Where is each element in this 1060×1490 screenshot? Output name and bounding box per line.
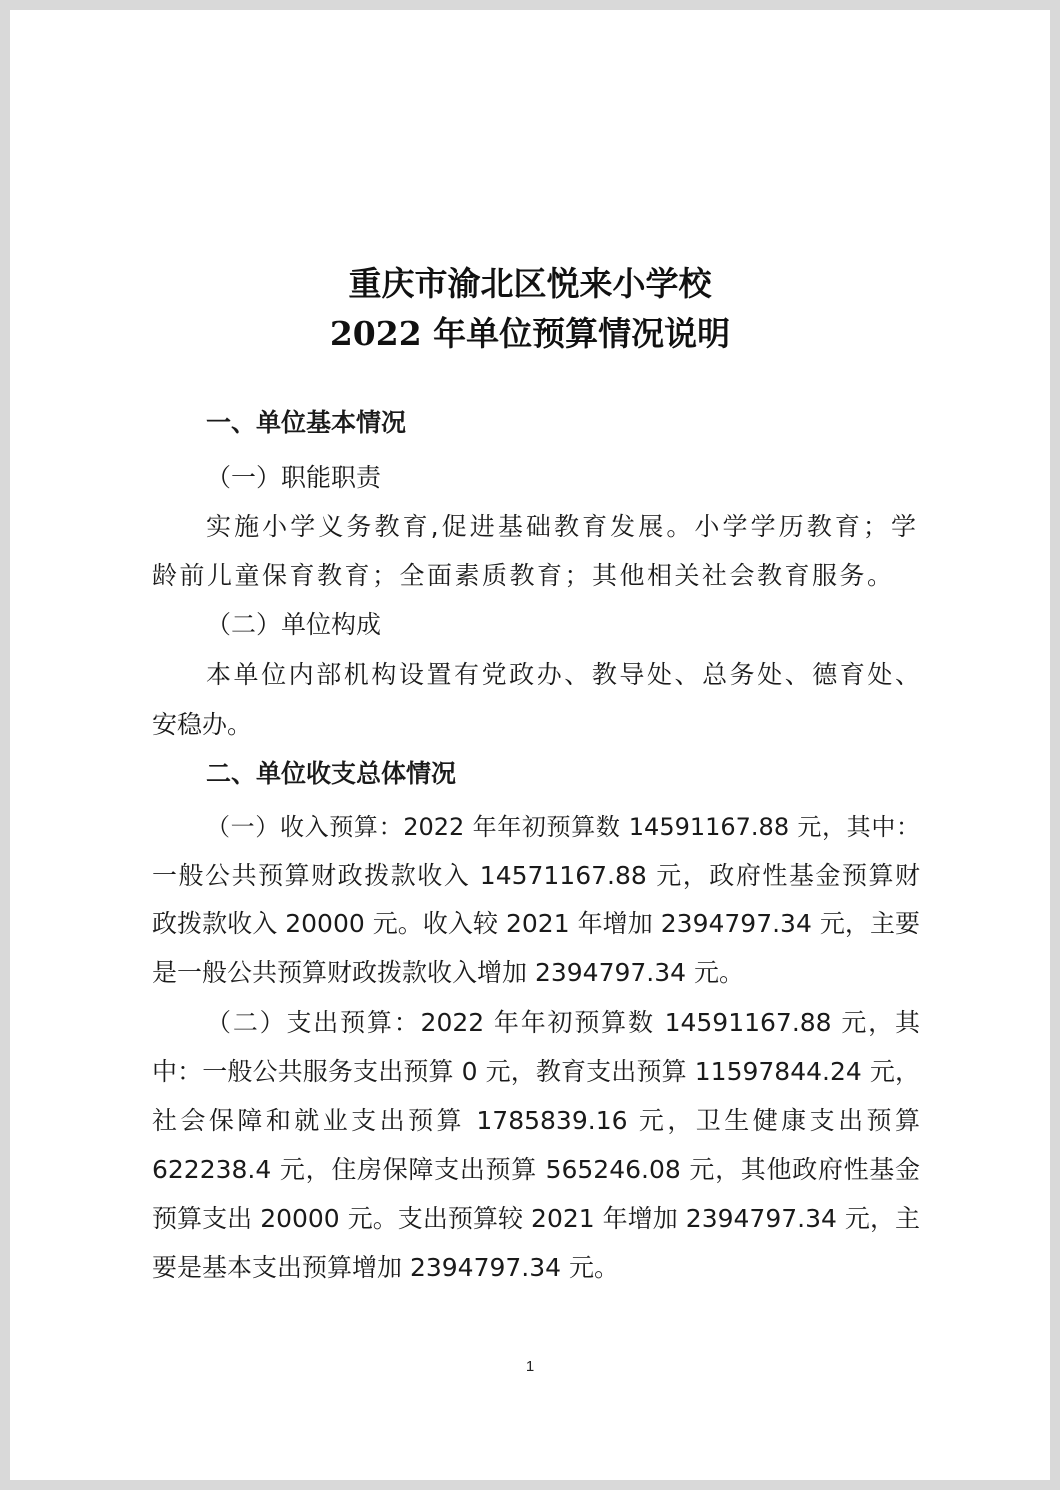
section2-heading: 二、单位收支总体情况	[206, 759, 457, 788]
expense-line6: 要是基本支出预算增加 2394797.34 元。	[152, 1253, 619, 1282]
sub2-heading: （二）单位构成	[206, 610, 382, 639]
income-line3: 政拨款收入 20000 元。收入较 2021 年增加 2394797.34 元，主要	[152, 909, 920, 938]
sub2-text-line2: 安稳办。	[152, 710, 253, 739]
expense-line4: 622238.4 元，住房保障支出预算 565246.08 元，其他政府性基金	[152, 1155, 920, 1184]
sub1-text-line2: 龄前儿童保育教育；全面素质教育；其他相关社会教育服务。	[152, 561, 892, 590]
document-page	[10, 10, 1050, 1480]
section1-heading: 一、单位基本情况	[206, 408, 407, 437]
expense-line1: （二）支出预算：2022 年年初预算数 14591167.88 元，其	[206, 1008, 920, 1037]
income-line4: 是一般公共预算财政拨款收入增加 2394797.34 元。	[152, 958, 744, 987]
expense-line3: 社会保障和就业支出预算 1785839.16 元，卫生健康支出预算	[152, 1106, 920, 1135]
page-number: 1	[525, 1358, 535, 1375]
sub1-heading: （一）职能职责	[206, 463, 382, 492]
expense-line2: 中：一般公共服务支出预算 0 元，教育支出预算 11597844.24 元，	[152, 1057, 920, 1086]
document-title-line1: 重庆市渝北区悦来小学校	[348, 264, 712, 303]
sub1-text-line1: 实施小学义务教育,促进基础教育发展。小学学历教育；学	[206, 512, 916, 541]
document-title-line2: 2022 年单位预算情况说明	[329, 314, 731, 353]
income-line1: （一）收入预算：2022 年年初预算数 14591167.88 元，其中：	[206, 813, 920, 841]
expense-line5: 预算支出 20000 元。支出预算较 2021 年增加 2394797.34 元，主	[152, 1204, 920, 1233]
income-line2: 一般公共预算财政拨款收入 14571167.88 元，政府性基金预算财	[152, 861, 920, 890]
sub2-text-line1: 本单位内部机构设置有党政办、教导处、总务处、德育处、	[206, 660, 920, 689]
